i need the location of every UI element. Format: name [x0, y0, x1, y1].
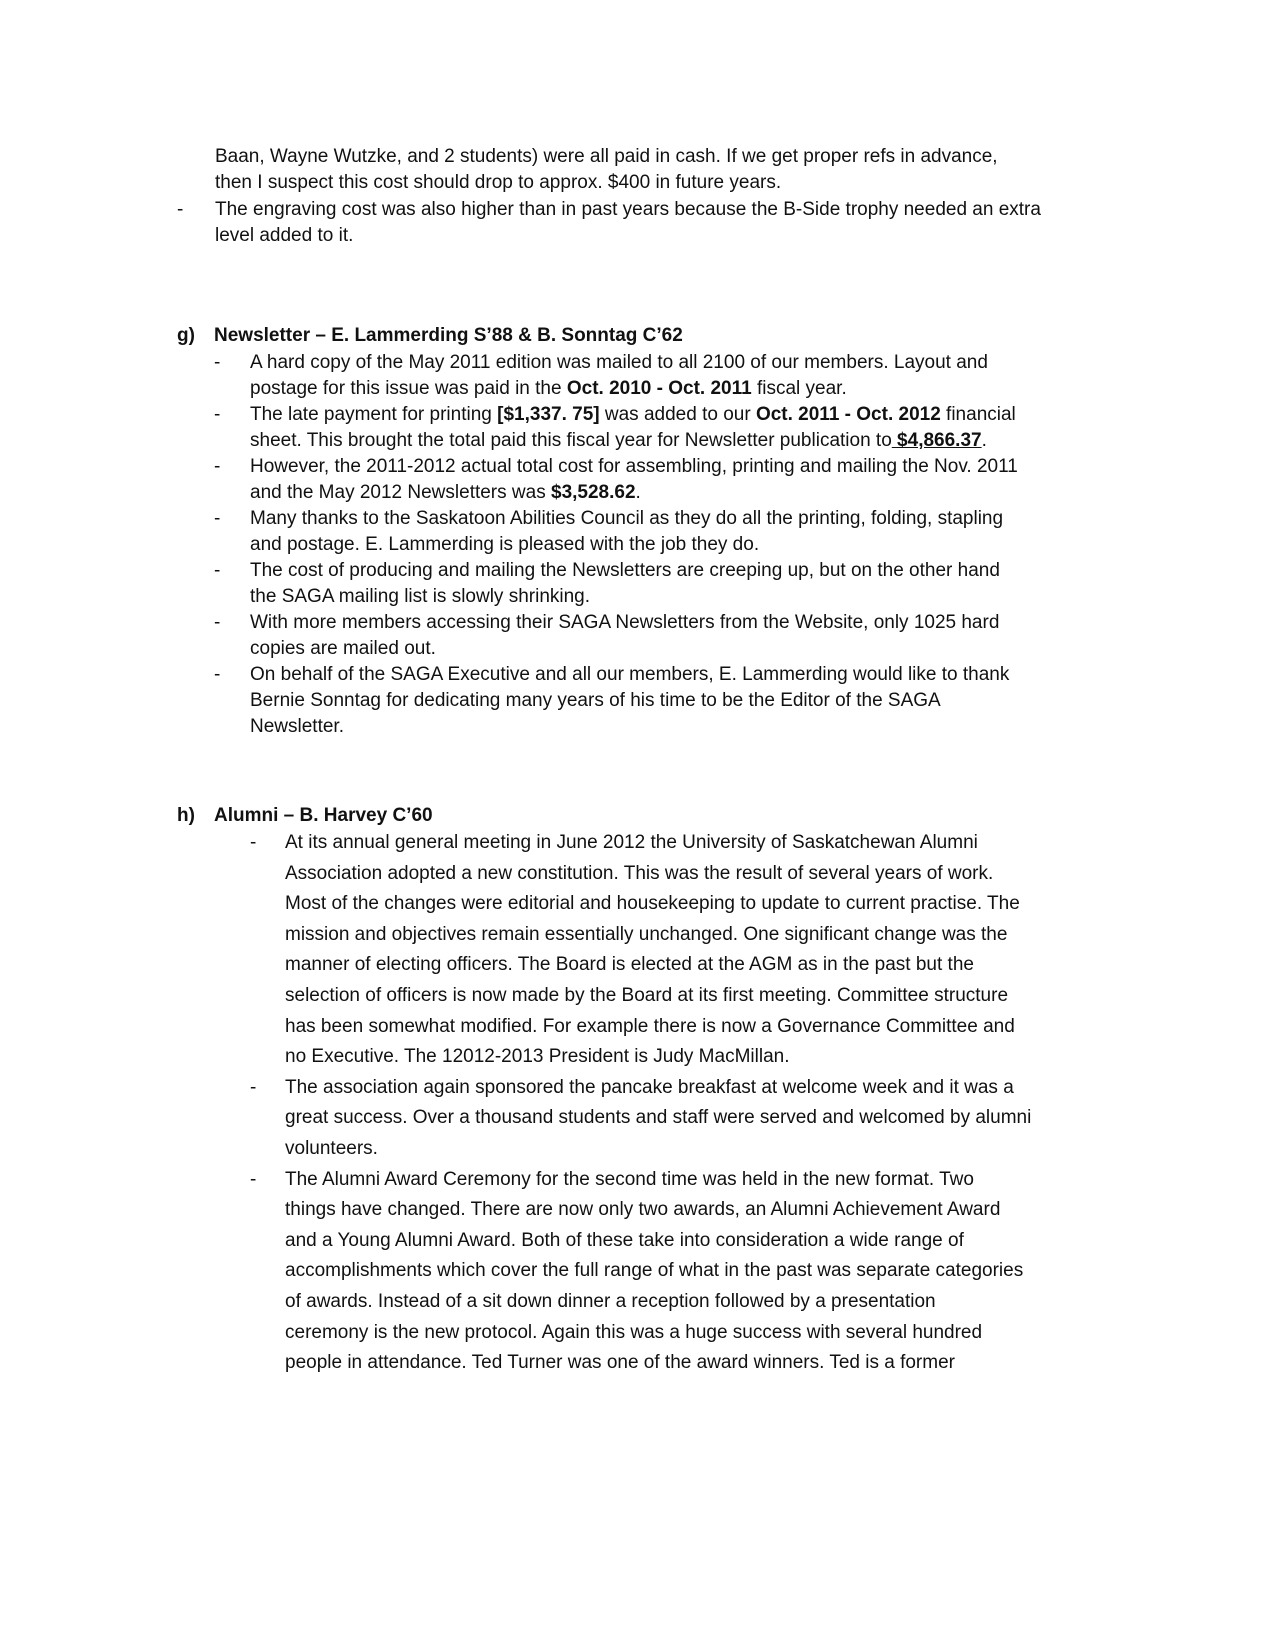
- text-line: However, the 2011-2012 actual total cost for assembling, printing and mailing the Nov. 2011: [250, 456, 1018, 477]
- text-run: and the May 2012 Newsletters was: [250, 482, 551, 503]
- bullet-dash: -: [214, 612, 221, 633]
- text-run: The late payment for printing: [250, 404, 498, 425]
- section-g-list: [214, 350, 1018, 740]
- section-label: g): [177, 325, 195, 346]
- text-line: no Executive. The 12012-2013 President is Judy MacMillan.: [285, 1046, 790, 1068]
- intro-bullet: [177, 197, 1041, 249]
- text-run: sheet. This brought the total paid this fiscal year for Newsletter publication to: [250, 430, 892, 451]
- list-item: [250, 1165, 1031, 1379]
- text-line: of awards. Instead of a sit down dinner a reception followed by a presentation: [285, 1290, 936, 1312]
- bullet-dash: -: [177, 199, 184, 220]
- list-item: [214, 610, 1018, 662]
- bold-run: Oct. 2011 - Oct. 2012: [755, 404, 941, 425]
- bold-run: Oct. 2010 - Oct. 2011: [566, 378, 752, 399]
- bullet-dash: -: [214, 664, 221, 685]
- text-line: the SAGA mailing list is slowly shrinking.: [250, 586, 591, 607]
- bullet-dash: -: [250, 1076, 257, 1098]
- intro-continuation: [215, 144, 998, 196]
- text-line: The association again sponsored the pancake breakfast at welcome week and it was a: [285, 1076, 1014, 1098]
- bold-run: $3,528.62: [551, 482, 636, 503]
- list-item: [214, 662, 1018, 740]
- text-run: .: [981, 430, 987, 451]
- text-line: people in attendance. Ted Turner was one of the award winners. Ted is a former: [285, 1352, 955, 1374]
- list-item: [214, 506, 1018, 558]
- text-line: copies are mailed out.: [250, 638, 436, 659]
- bold-run: [$1,337. 75]: [497, 404, 600, 425]
- text-run: .: [635, 482, 641, 503]
- text-line: Many thanks to the Saskatoon Abilities Council as they do all the printing, folding, stapling: [250, 508, 1004, 529]
- text-line: The cost of producing and mailing the Newsletters are creeping up, but on the other hand: [250, 560, 1000, 581]
- bullet-dash: -: [214, 456, 221, 477]
- section-title: Newsletter – E. Lammerding S’88 & B. Sonntag C’62: [214, 325, 683, 346]
- text-line: ceremony is the new protocol. Again this was a huge success with several hundred: [285, 1321, 983, 1343]
- text-line: The engraving cost was also higher than in past years because the B-Side trophy needed an extra: [215, 199, 1041, 220]
- bold-underlined-run: $4,866.37: [891, 430, 982, 451]
- text-line: Association adopted a new constitution. This was the result of several years of work.: [285, 862, 994, 884]
- section-h-heading: [177, 803, 577, 829]
- text-line: mission and objectives remain essentially unchanged. One significant change was the: [285, 923, 1008, 945]
- text-line: The Alumni Award Ceremony for the second time was held in the new format. Two: [285, 1168, 974, 1190]
- bullet-dash: -: [214, 560, 221, 581]
- list-item: [250, 1073, 1032, 1165]
- list-item: [214, 402, 1018, 454]
- text-line: and postage. E. Lammerding is pleased with the job they do.: [250, 534, 760, 555]
- text-line: accomplishments which cover the full range of what in the past was separate categories: [285, 1260, 1024, 1282]
- text-line: On behalf of the SAGA Executive and all our members, E. Lammerding would like to thank: [250, 664, 1010, 685]
- section-label: h): [177, 805, 195, 826]
- text-run: postage for this issue was paid in the: [250, 378, 567, 399]
- bullet-dash: -: [214, 352, 221, 373]
- text-line: and a Young Alumni Award. Both of these take into consideration a wide range of: [285, 1229, 964, 1251]
- section-title: Alumni – B. Harvey C’60: [214, 805, 433, 826]
- bullet-dash: -: [214, 404, 221, 425]
- text-line: Bernie Sonntag for dedicating many years of his time to be the Editor of the SAGA: [250, 690, 941, 711]
- bullet-dash: -: [250, 832, 257, 853]
- text-line: [250, 480, 1018, 506]
- section-g-heading: [177, 323, 777, 349]
- bullet-dash: -: [214, 508, 221, 529]
- bullet-dash: -: [250, 1168, 257, 1190]
- text-run: was added to our: [599, 404, 756, 425]
- text-line: [250, 428, 1018, 454]
- text-line: volunteers.: [285, 1137, 378, 1159]
- list-item: [214, 558, 1018, 610]
- text-run: financial: [940, 404, 1016, 425]
- text-line: level added to it.: [215, 225, 354, 246]
- text-line: great success. Over a thousand students and staff were served and welcomed by alumni: [285, 1107, 1032, 1129]
- text-line: then I suspect this cost should drop to approx. $400 in future years.: [215, 172, 782, 193]
- section-h-list: [250, 828, 1032, 1379]
- list-item: [214, 350, 1018, 402]
- text-line: At its annual general meeting in June 2012 the University of Saskatchewan Alumni: [285, 832, 978, 853]
- text-line: Most of the changes were editorial and housekeeping to update to current practise. The: [285, 893, 1020, 915]
- text-line: selection of officers is now made by the Board at its first meeting. Committee structure: [285, 984, 1009, 1006]
- text-line: [250, 402, 1018, 428]
- text-line: A hard copy of the May 2011 edition was mailed to all 2100 of our members. Layout and: [250, 352, 988, 373]
- text-line: manner of electing officers. The Board is elected at the AGM as in the past but the: [285, 954, 974, 976]
- list-item: [250, 828, 1031, 1073]
- list-item: [214, 454, 1018, 506]
- text-line: has been somewhat modified. For example there is now a Governance Committee and: [285, 1015, 1015, 1037]
- text-line: With more members accessing their SAGA Newsletters from the Website, only 1025 hard: [250, 612, 1000, 633]
- text-line: things have changed. There are now only two awards, an Alumni Achievement Award: [285, 1199, 1001, 1221]
- text-line: Newsletter.: [250, 716, 344, 737]
- text-run: fiscal year.: [751, 378, 847, 399]
- text-line: [250, 376, 1018, 402]
- text-line: Baan, Wayne Wutzke, and 2 students) were all paid in cash. If we get proper refs in advance,: [215, 146, 998, 167]
